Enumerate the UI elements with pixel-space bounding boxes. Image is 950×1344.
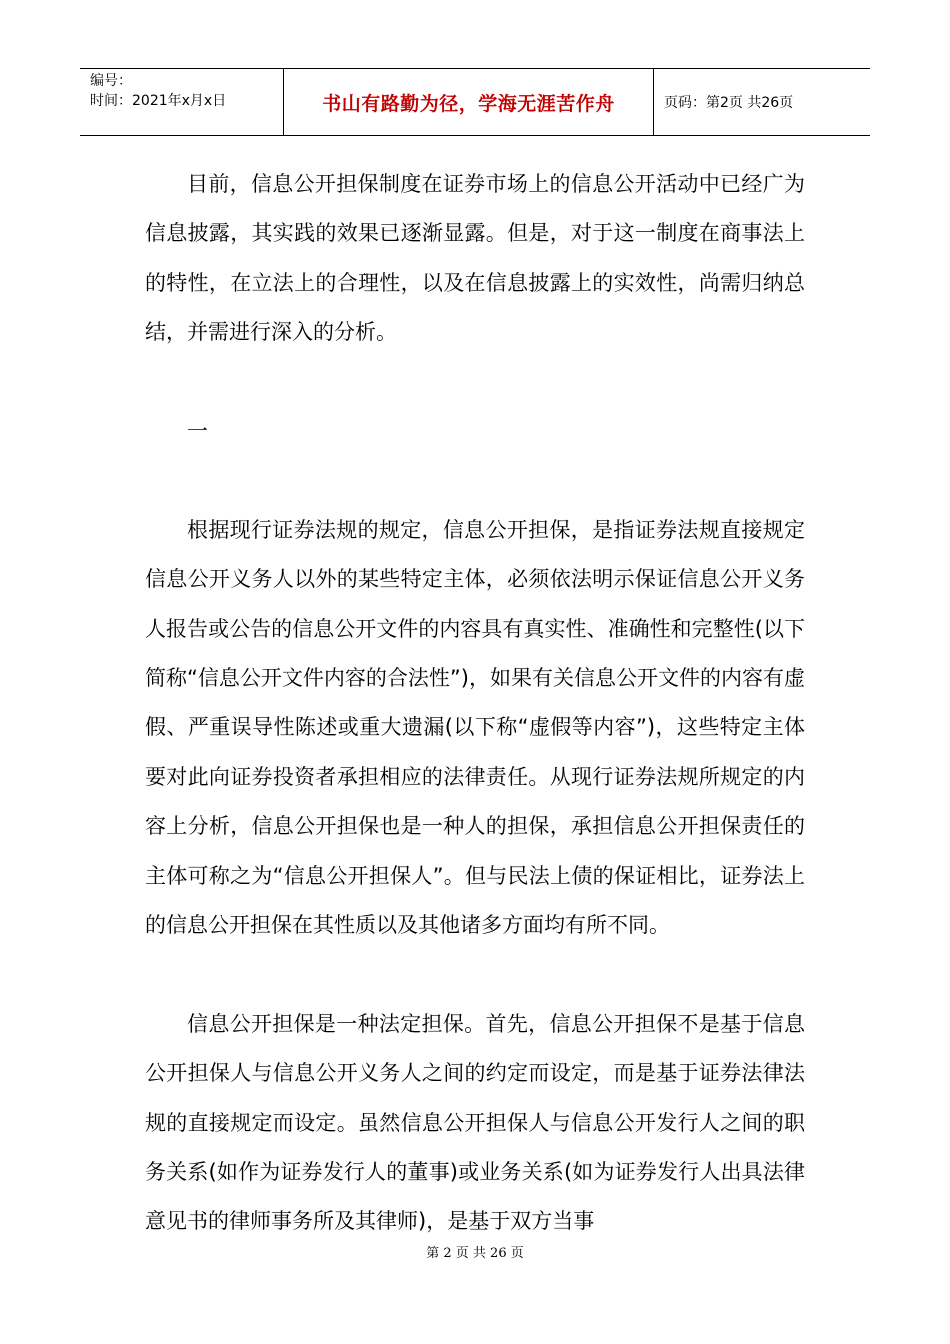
- document-body: [145, 160, 805, 1247]
- date-label: 时间：2021年x月x日: [90, 93, 227, 109]
- page-header: [80, 68, 870, 136]
- header-motto-cell: [284, 69, 654, 135]
- footer-page-number: 第 2 页 共 26 页: [426, 1246, 524, 1261]
- header-meta-cell: [80, 69, 284, 135]
- page-footer: [0, 1242, 950, 1261]
- paragraph: 目前，信息公开担保制度在证券市场上的信息公开活动中已经广为信息披露，其实践的效果已逐渐显露。但是，对于这一制度在商事法上的特性，在立法上的合理性，以及在信息披露上的实效性，尚需归纳总结，并需进行深入的分析。: [145, 172, 805, 345]
- serial-label: 编号：: [90, 73, 132, 89]
- paragraph: 根据现行证券法规的规定，信息公开担保，是指证券法规直接规定信息公开义务人以外的某些特定主体，必须依法明示保证信息公开义务人报告或公告的信息公开文件的内容具有真实性、准确性和完整性(以下简称“信息公开文件内容的合法性”)，如果有关信息公开文件的内容有虚假、严重误导性陈述或重大遗漏(以下称“虚假等内容”)，这些特定主体要对此向证券投资者承担相应的法律责任。从现行证券法规所规定的内容上分析，信息公开担保也是一种人的担保，承担信息公开担保责任的主体可称之为“信息公开担保人”。但与民法上债的保证相比，证券法上的信息公开担保在其性质以及其他诸多方面均有所不同。: [145, 517, 805, 938]
- paragraph: 信息公开担保是一种法定担保。首先，信息公开担保不是基于信息公开担保人与信息公开义务人之间的约定而设定，而是基于证券法律法规的直接规定而设定。虽然信息公开担保人与信息公开发行人之间的职务关系(如作为证券发行人的董事)或业务关系(如为证券发行人出具法律意见书的律师事务所及其律师)，是基于双方当事: [145, 1011, 805, 1234]
- paragraph-spacer: [145, 456, 805, 505]
- section-number: 一: [187, 419, 208, 444]
- header-page-cell: [654, 69, 870, 135]
- paragraph-spacer: [145, 358, 805, 407]
- paragraph-spacer: [145, 950, 805, 999]
- page-info: 页码：第2页 共26页: [664, 95, 794, 111]
- motto-text: 书山有路勤为径，学海无涯苦作舟: [322, 92, 615, 115]
